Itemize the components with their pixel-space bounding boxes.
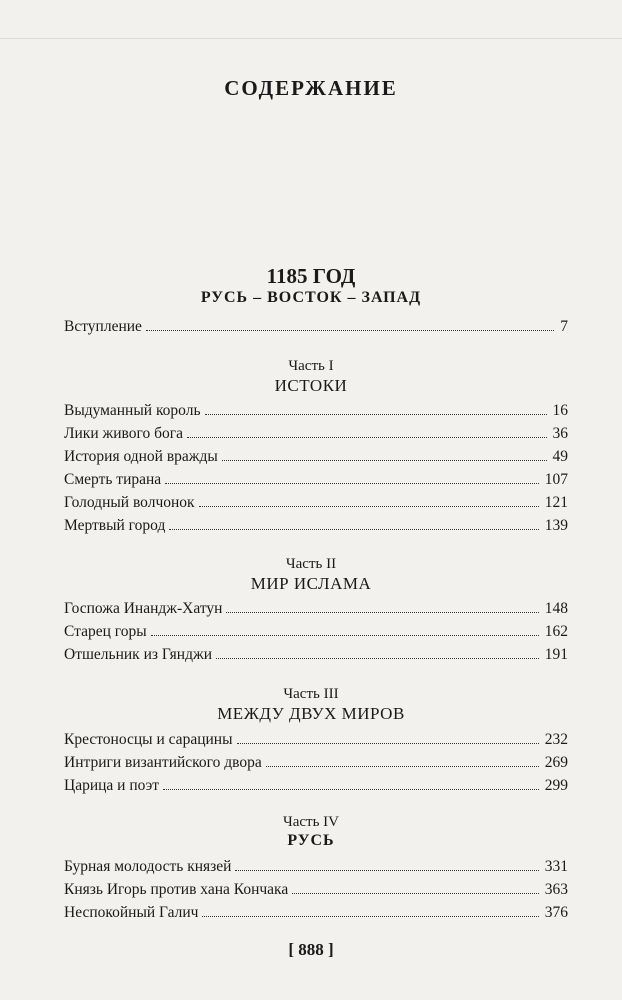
entry-page: 49: [552, 448, 568, 465]
entry-page: 363: [544, 881, 568, 898]
toc-entry[interactable]: [64, 646, 568, 668]
dot-leader: [237, 743, 539, 744]
part-title: РУСЬ: [287, 832, 335, 849]
entry-page: 162: [544, 623, 568, 640]
page-number: [ 888 ]: [288, 940, 334, 959]
part-label: Часть III: [283, 686, 339, 702]
entry-page: 139: [544, 517, 568, 534]
entry-page: 107: [544, 471, 568, 488]
dot-leader: [151, 635, 539, 636]
part-title: ИСТОКИ: [274, 376, 348, 395]
entry-title: Голодный волчонок: [64, 494, 195, 511]
dot-leader: [165, 483, 539, 484]
section-subtitle: РУСЬ – ВОСТОК – ЗАПАД: [200, 289, 422, 306]
entry-title: Князь Игорь против хана Кончака: [64, 881, 289, 898]
part-title: МЕЖДУ ДВУХ МИРОВ: [217, 704, 405, 723]
entry-page: 7: [560, 318, 568, 335]
part-label: Часть IV: [282, 814, 340, 830]
part-title: МИР ИСЛАМА: [250, 574, 372, 593]
entry-page: 331: [544, 858, 568, 875]
toc-entry[interactable]: [64, 425, 568, 447]
entry-title: Неспокойный Галич: [64, 904, 199, 921]
dot-leader: [266, 766, 539, 767]
toc-entry[interactable]: [64, 858, 568, 880]
dot-leader: [292, 893, 539, 894]
toc-entry[interactable]: [64, 402, 568, 424]
entry-page: 232: [544, 731, 568, 748]
dot-leader: [199, 506, 539, 507]
bleed-through-line: [0, 38, 622, 47]
toc-entry[interactable]: [64, 904, 568, 926]
entry-page: 16: [552, 402, 568, 419]
dot-leader: [202, 916, 538, 917]
entry-title: Смерть тирана: [64, 471, 162, 488]
toc-entry[interactable]: [64, 471, 568, 493]
entry-title: Выдуманный король: [64, 402, 201, 419]
entry-title: Вступление: [64, 318, 142, 335]
toc-entry[interactable]: [64, 754, 568, 776]
contents-heading: СОДЕРЖАНИЕ: [224, 76, 398, 100]
dot-leader: [216, 658, 539, 659]
section-year: 1185 ГОД: [266, 264, 356, 288]
dot-leader: [169, 529, 538, 530]
entry-title: Бурная молодость князей: [64, 858, 232, 875]
toc-entry[interactable]: [64, 318, 568, 340]
toc-entry[interactable]: [64, 623, 568, 645]
toc-entry[interactable]: [64, 517, 568, 539]
toc-entry[interactable]: [64, 777, 568, 799]
part-label: Часть II: [285, 556, 337, 572]
dot-leader: [222, 460, 547, 461]
entry-page: 148: [544, 600, 568, 617]
entry-title: Мертвый город: [64, 517, 166, 534]
entry-page: 36: [552, 425, 568, 442]
toc-entry[interactable]: [64, 600, 568, 622]
entry-title: Интриги византийского двора: [64, 754, 262, 771]
dot-leader: [163, 789, 539, 790]
entry-page: 121: [544, 494, 568, 511]
part-label: Часть I: [288, 358, 334, 374]
dot-leader: [205, 414, 547, 415]
toc-entry[interactable]: [64, 448, 568, 470]
entry-title: Лики живого бога: [64, 425, 183, 442]
entry-page: 299: [544, 777, 568, 794]
entry-page: 191: [544, 646, 568, 663]
entry-title: Госпожа Инандж-Хатун: [64, 600, 223, 617]
entry-page: 269: [544, 754, 568, 771]
entry-page: 376: [544, 904, 568, 921]
toc-entry[interactable]: [64, 494, 568, 516]
entry-title: Царица и поэт: [64, 777, 159, 794]
toc-entry[interactable]: [64, 881, 568, 903]
dot-leader: [226, 612, 538, 613]
entry-title: Старец горы: [64, 623, 147, 640]
dot-leader: [235, 870, 538, 871]
dot-leader: [187, 437, 547, 438]
entry-title: История одной вражды: [64, 448, 218, 465]
toc-entry[interactable]: [64, 731, 568, 753]
entry-title: Отшельник из Гянджи: [64, 646, 212, 663]
dot-leader: [146, 330, 554, 331]
entry-title: Крестоносцы и сарацины: [64, 731, 233, 748]
